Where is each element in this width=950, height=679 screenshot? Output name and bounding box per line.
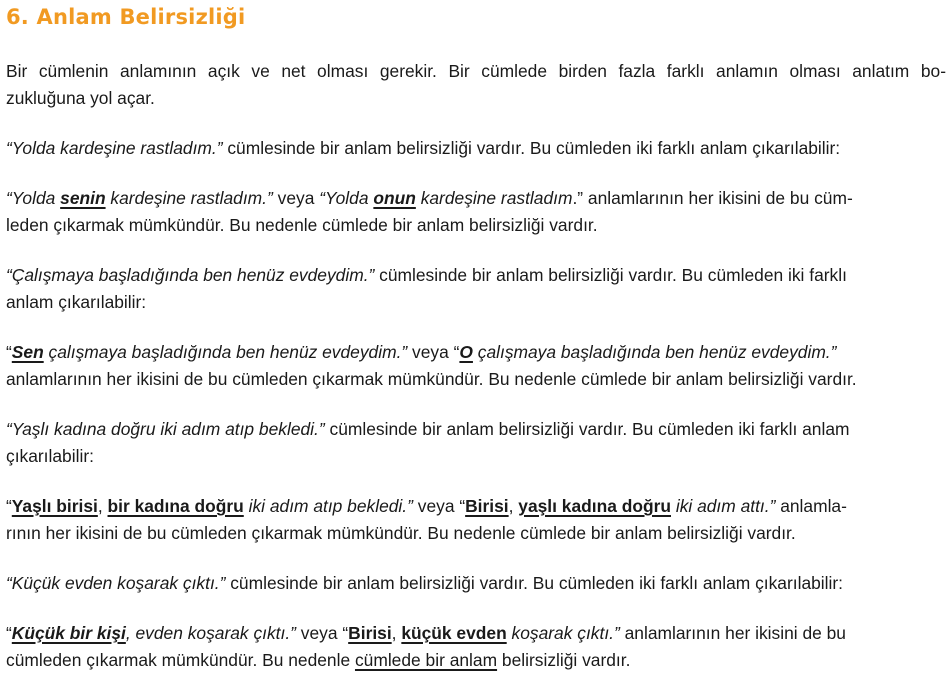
paragraph-line <box>6 570 946 597</box>
interpretation-a <box>6 188 273 208</box>
emphasis: Sen <box>11 342 44 362</box>
text: “ <box>459 496 466 516</box>
paragraph-example-1 <box>6 135 946 162</box>
text: “Yolda <box>319 188 374 208</box>
text: kardeşine rastladım <box>415 188 573 208</box>
text: “ <box>6 496 12 516</box>
text: anlamlarının her ikisini de bu <box>619 623 846 643</box>
emphasis: Küçük bir kişi <box>11 623 126 643</box>
interpretation-a <box>12 342 407 362</box>
text: kardeşine rastladım.” <box>105 188 273 208</box>
emphasis: cümlede bir anlam <box>354 650 498 670</box>
paragraph-line: rının her ikisini de bu cümleden çıkarmak mümkündür. Bu nedenle cümlede bir anlam belirsizliği vardır. <box>6 523 796 543</box>
paragraph-intro <box>6 58 946 112</box>
paragraph-example-3 <box>6 416 946 470</box>
text: cümlesinde bir anlam belirsizliği vardır. Bu cümleden iki farklı <box>374 265 847 285</box>
example-sentence: “Yolda kardeşine rastladım.” <box>6 138 223 158</box>
emphasis: onun <box>373 188 416 208</box>
emphasis: O <box>459 342 473 362</box>
text: cümlesinde bir anlam belirsizliği vardır. Bu cümleden iki farklı anlam çıkarılabilir: <box>222 138 841 158</box>
interpretation-a <box>12 623 296 643</box>
paragraph-line <box>6 58 946 85</box>
text: veya <box>407 342 454 362</box>
paragraph-line: leden çıkarmak mümkündür. Bu nedenle cümlede bir anlam belirsizliği vardır. <box>6 215 598 235</box>
paragraph-line <box>6 647 946 674</box>
text: cümlesinde bir anlam belirsizliği vardır. Bu cümleden iki farklı anlam <box>324 419 850 439</box>
text: “ <box>453 342 460 362</box>
paragraph-line <box>6 135 946 162</box>
text: “Yolda <box>6 188 61 208</box>
interpretation-b <box>319 188 572 208</box>
paragraph-line <box>6 262 946 289</box>
interpretation-b <box>459 342 836 362</box>
paragraph-interpretation-1 <box>6 185 946 239</box>
text: “ <box>6 623 12 643</box>
text: veya <box>272 188 320 208</box>
paragraph-line <box>6 620 946 647</box>
text: anlamlarının her ikisini de bu cüm- <box>583 188 853 208</box>
emphasis: senin <box>60 188 106 208</box>
text: veya <box>295 623 343 643</box>
emphasis: Yaşlı birisi <box>11 496 98 516</box>
paragraph-line: anlam çıkarılabilir: <box>6 292 147 312</box>
paragraph-example-4 <box>6 570 946 597</box>
text: belirsizliği vardır. <box>497 650 631 670</box>
text: .” <box>572 188 584 208</box>
text: veya <box>412 496 460 516</box>
interpretation-b: koşarak çıktı.” <box>506 623 620 643</box>
interpretation-b: iki adım attı.” <box>671 496 776 516</box>
text: “ <box>6 342 12 362</box>
text: , evden koşarak çıktı.” <box>125 623 296 643</box>
paragraph-line <box>6 339 946 366</box>
text: anlamla- <box>775 496 847 516</box>
paragraph-line: çıkarılabilir: <box>6 446 94 466</box>
paragraph-example-2 <box>6 262 946 316</box>
section-heading: 6. Anlam Belirsizliği <box>6 5 246 29</box>
emphasis: Birisi <box>465 496 509 516</box>
text: çalışmaya başladığında ben henüz evdeydim.” <box>43 342 408 362</box>
example-sentence: “Yaşlı kadına doğru iki adım atıp bekledi.” <box>6 419 325 439</box>
emphasis: bir kadına doğru <box>107 496 244 516</box>
text: , <box>508 496 519 516</box>
text: , <box>391 623 402 643</box>
paragraph-line <box>6 416 946 443</box>
text: cümleden çıkarmak mümkündür. Bu nedenle <box>6 650 355 670</box>
text: Bir cümlenin anlamının açık ve net olması gerekir. Bir cümlede birden fazla farklı anlamın olması anlatım bo- <box>6 61 946 81</box>
paragraph-line <box>6 185 946 212</box>
text: , <box>97 496 108 516</box>
paragraph-line: anlamlarının her ikisini de bu cümleden çıkarmak mümkündür. Bu nedenle cümlede bir anlam belirsizliği vardır. <box>6 369 857 389</box>
interpretation-a: iki adım atıp bekledi.” <box>243 496 413 516</box>
paragraph-line: zukluğuna yol açar. <box>6 88 155 108</box>
paragraph-interpretation-2 <box>6 339 946 393</box>
paragraph-interpretation-3 <box>6 493 946 547</box>
emphasis: Birisi <box>348 623 392 643</box>
paragraph-line <box>6 493 946 520</box>
emphasis: küçük evden <box>401 623 507 643</box>
example-sentence: “Çalışmaya başladığında ben henüz evdeydim.” <box>6 265 375 285</box>
example-sentence: “Küçük evden koşarak çıktı.” <box>6 573 226 593</box>
paragraph-interpretation-4 <box>6 620 946 674</box>
text: çalışmaya başladığında ben henüz evdeydim.” <box>472 342 837 362</box>
emphasis: yaşlı kadına doğru <box>518 496 671 516</box>
text: cümlesinde bir anlam belirsizliği vardır. Bu cümleden iki farklı anlam çıkarılabilir: <box>225 573 844 593</box>
text: “ <box>342 623 349 643</box>
